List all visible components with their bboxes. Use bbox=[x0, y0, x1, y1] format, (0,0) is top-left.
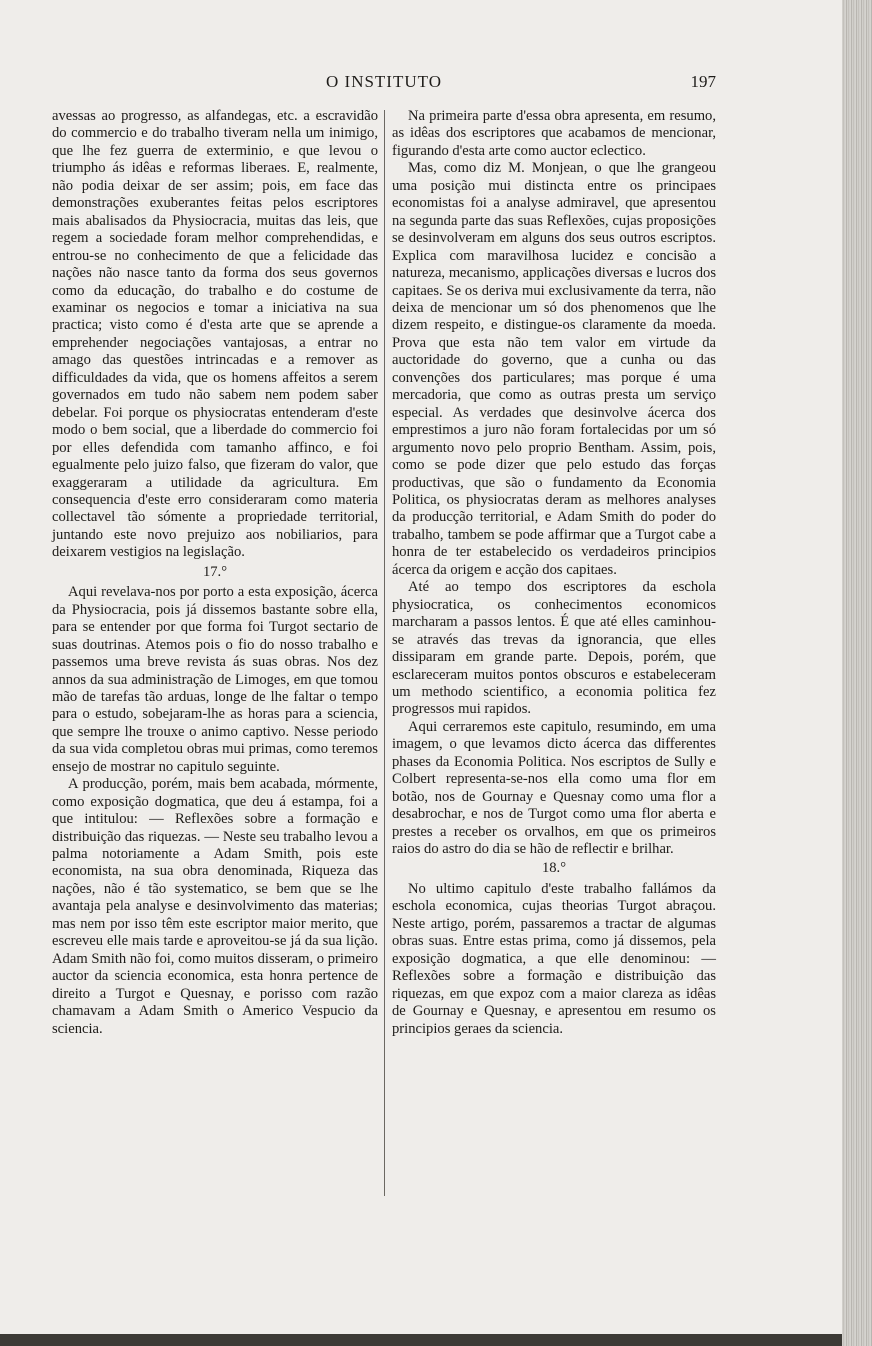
section-heading: 18.° bbox=[541, 860, 567, 877]
column-divider bbox=[384, 110, 385, 1196]
paragraph: Até ao tempo dos escriptores da eschola physiocratica, os conhecimentos economicos marcharam a passos lentos. É que até elles caminhou-se através das trevas da ignorancia, que elles dissiparam em grande parte. Depois, porém, que esclareceram muitos pontos obscuros e estabeleceram um methodo scientifico, a economia politica fez progressos mui rapidos. bbox=[392, 579, 716, 718]
paragraph: avessas ao progresso, as alfandegas, etc. a escravidão do commercio e do trabalho tiveram nella um inimigo, que lhe fez guerra de exterminio, e que levou o triumpho ás idêas e reformas liberaes. E, realmente, não podia deixar de ser assim; pois, em face das demonstrações exuberantes feitas pelos escriptores mais abalisados da Physiocracia, muitas das leis, que regem a sociedade foram melhor comprehendidas, e entrou-se no conhecimento de que a felicidade das nações não nasce tanto da forma dos seus governos como da educação, do trabalho e do costume de examinar os negocios e tomar a iniciativa na sua practica; visto como é d'esta arte que se aprende a emprehender negociações vantajosas, a entrar no amago das questões intrincadas e a remover as difficuldades da vida, que os homens affeitos a serem governados em tudo não sabem nem podem saber debelar. Foi porque os physiocratas entenderam d'este modo o bem social, que a liberdade do commercio foi por elles defendida com tamanho affinco, e foi egualmente pelo juizo falso, que fizeram do valor, que exaggeraram a utilidade da agricultura. Em consequencia d'este erro consideraram como materia collectavel tão sómente a propriedade territorial, juntando este novo prejuizo aos nobiliarios, para deixarem vestigios na legislação. bbox=[52, 108, 378, 561]
page-number: 197 bbox=[690, 72, 716, 91]
page-stack-edge bbox=[842, 0, 872, 1346]
paragraph: Na primeira parte d'essa obra apresenta, em resumo, as idêas dos escriptores que acabamos de mencionar, figurando d'esta arte como auctor eclectico. bbox=[392, 108, 716, 159]
paragraph: Aqui cerraremos este capitulo, resumindo, em uma imagem, o que levamos dicto ácerca das differentes phases da Economia Politica. Nos escriptos de Sully e Colbert representa-se-nos ella como uma flor em botão, nos de Gournay e Quesnay como uma flor a desabrochar, e nos de Turgot como uma flor aberta e prestes a receber os orvalhos, em que os primeiros raios do astro do dia se hão de reflectir e brilhar. bbox=[392, 718, 716, 858]
left-column bbox=[52, 108, 378, 1038]
paragraph: Mas, como diz M. Monjean, o que lhe grangeou uma posição mui distincta entre os principaes economistas foi a analyse admiravel, que apresentou na segunda parte das suas Reflexões, cujas proposições se desinvolveram em alguns dos seus outros escriptos. Explica com maravilhosa lucidez e concisão a natureza, mecanismo, applicações diversas e lucros dos capitaes. Se os deriva mui exclusivamente da terra, não deixa de mencionar um só dos phenomenos que lhe dizem respeito, e distingue-os claramente da moeda. Prova que esta não tem valor em virtude da auctoridade do governo, que a cunha ou das convenções dos particulares; mas porque é uma mercadoria, que como as outras presta um serviço especial. As verdades que desinvolve ácerca dos emprestimos a juro não foram fortalecidas por um só argumento novo pelo proprio Bentham. Assim, pois, como se pode dizer que pelo estudo das forças productivas, que são o fundamento da Economia Politica, os physiocratas deram as melhores analyses da producção territorial, e Adam Smith do poder do trabalho, tambem se pode affirmar que a Turgot cabe a honra de ter estabelecido os verdadeiros principios ácerca da origem e acção dos capitaes. bbox=[392, 160, 716, 578]
page-header bbox=[52, 72, 716, 98]
running-title: O INSTITUTO bbox=[326, 72, 442, 91]
section-heading: 17.° bbox=[202, 563, 228, 580]
right-column bbox=[392, 108, 716, 1038]
paragraph: Aqui revelava-nos por porto a esta exposição, ácerca da Physiocracia, pois já dissemos bastante sobre ella, para se entender por que forma foi Turgot sectario de suas doutrinas. Atemos pois o fio do nosso trabalho e passemos uma breve revista ás suas obras. Nos dez annos da sua administração de Limoges, em que tomou mão de tarefas tão arduas, longe de lhe faltar o tempo para o estudo, sobejaram-lhe as horas para a sciencia, que sempre lhe trouxe o animo captivo. Nesse periodo da sua vida completou obras mui primas, como teremos ensejo de mostrar no capitulo seguinte. bbox=[52, 584, 378, 775]
paragraph: No ultimo capitulo d'este trabalho fallámos da eschola economica, cujas theorias Turgot abraçou. Neste artigo, porém, passaremos a tractar de algumas obras suas. Entre estas prima, como já dissemos, pela exposição dogmatica, a que elle denominou: — Reflexões sobre a formação e distribuição das riquezas, em que expoz com a maior clareza as idêas de Gournay e Quesnay, e apresentou em resumo os principios geraes da sciencia. bbox=[392, 880, 716, 1037]
paragraph: A producção, porém, mais bem acabada, mórmente, como exposição dogmatica, que deu á estampa, foi a que intitulou: — Reflexões sobre a formação e distribuição das riquezas. — Neste seu trabalho levou a palma notoriamente a Adam Smith, pois este economista, na sua obra denominada, Riqueza das nações, não é tão systematico, se bem que se lhe avantaja pela analyse e desinvolvimento das materias; mas nem por isso têm este escriptor maior merito, que escreveu elle mais tarde e aproveitou-se já da sua lição. Adam Smith não foi, como muitos disseram, o primeiro auctor da sciencia economica, esta honra pertence de direito a Turgot e Quesnay, e porisso com razão chamavam a Adam Smith o Americo Vespucio da sciencia. bbox=[52, 776, 378, 1037]
